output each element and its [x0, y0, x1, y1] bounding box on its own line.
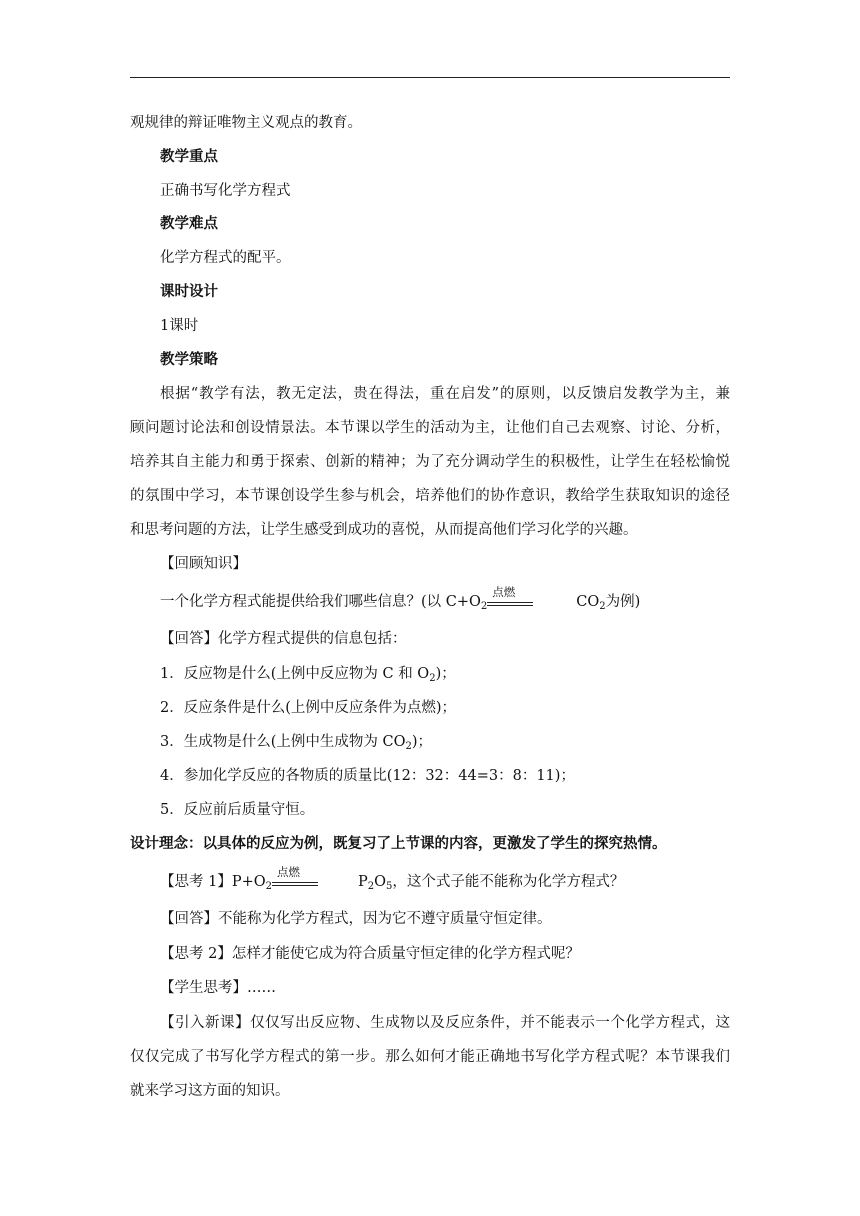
difficulty-text: 化学方程式的配平。: [160, 250, 291, 266]
new-lesson-line: 仅仅完成了书写化学方程式的第一步。那么如何才能正确地书写化学方程式呢？本节课我们: [130, 1049, 730, 1065]
subscript: 2: [480, 601, 488, 612]
formula-co2: CO: [576, 594, 600, 610]
strategy-line: 和思考问题的方法，让学生感受到成功的喜悦，从而提高他们学习化学的兴趣。: [130, 522, 638, 538]
question-1-text: 一个化学方程式能提供给我们哪些信息？(以 C+O: [160, 594, 481, 610]
new-lesson-text: 仅仅写出反应物、生成物以及反应条件，并不能表示一个化学方程式，这: [250, 1015, 731, 1031]
answer-1: [160, 629, 730, 649]
reaction-condition: [272, 865, 318, 892]
answer-label: 【回答】: [160, 631, 218, 647]
design-idea: 设计理念：以具体的反应为例，既复习了上节课的内容，更激发了学生的探究热情。: [130, 835, 667, 852]
reaction-condition: [487, 585, 533, 612]
period-heading: 课时设计: [160, 283, 218, 300]
condition-label: 点燃: [277, 865, 301, 879]
condition-label: 点燃: [492, 585, 516, 599]
new-lesson-label: 【引入新课】: [160, 1015, 251, 1031]
info-item-3: [160, 732, 730, 752]
strategy-line: 的氛围中学习，本节课创设学生参与机会，培养他们的协作意识，教给学生获取知识的途径: [130, 488, 730, 504]
info-item-text: 3．生成物是什么(上例中生成物为 CO: [160, 734, 406, 750]
info-item-tail: )；: [411, 734, 433, 750]
student-think: [160, 978, 730, 998]
question-1: [160, 585, 730, 612]
subscript: 2: [367, 881, 375, 892]
review-heading: 【回顾知识】: [160, 556, 247, 572]
student-think-text: ……: [247, 980, 276, 996]
subscript: 2: [265, 881, 273, 892]
focus-heading: 教学重点: [160, 148, 218, 165]
think-1: [160, 865, 730, 892]
think-label: 【思考 1】: [160, 874, 232, 890]
question-1-tail: 为例): [605, 594, 641, 610]
strategy-heading: 教学策略: [160, 351, 218, 368]
info-item-text: 1．反应物是什么(上例中反应物为 C 和 O: [160, 666, 430, 682]
info-item-4: 4．参加化学反应的各物质的质量比(12：32：44=3：8：11)；: [160, 768, 575, 784]
strategy-line: 顾问题讨论法和创设情景法。本节课以学生的活动为主，让他们自己去观察、讨论、分析，: [130, 420, 730, 436]
answer-text: 不能称为化学方程式，因为它不遵守质量守恒定律。: [218, 911, 552, 927]
new-lesson-line: 就来学习这方面的知识。: [130, 1083, 290, 1099]
info-item-tail: )；: [435, 666, 456, 682]
formula-o: O: [374, 874, 387, 890]
subscript: 2: [405, 741, 412, 752]
subscript: 5: [386, 881, 393, 892]
focus-text: 正确书写化学方程式: [160, 183, 291, 199]
student-think-label: 【学生思考】: [160, 980, 247, 996]
think-label: 【思考 2】: [160, 946, 232, 962]
intro-tail: 观规律的辩证唯物主义观点的教育。: [130, 115, 362, 131]
think-text: 怎样才能使它成为符合质量守恒定律的化学方程式呢？: [231, 946, 580, 962]
answer-2: [160, 909, 730, 929]
subscript: 2: [599, 601, 606, 612]
header-rule: [130, 77, 730, 78]
formula-p: P+O: [231, 874, 266, 890]
think-text: ，这个式子能不能称为化学方程式？: [392, 874, 625, 890]
strategy-line: 培养其自主能力和勇于探索、创新的精神；为了充分调动学生的积极性，让学生在轻松愉悦: [130, 454, 730, 470]
answer-text: 化学方程式提供的信息包括：: [218, 631, 407, 647]
subscript: 2: [429, 673, 436, 684]
think-2: [160, 944, 730, 964]
period-text: 1课时: [160, 318, 199, 334]
strategy-line: 根据“教学有法，教无定法，贵在得法，重在启发”的原则，以反馈启发教学为主，兼: [160, 386, 730, 402]
formula-p2o5: P: [358, 874, 368, 890]
info-item-2: 2．反应条件是什么(上例中反应条件为点燃)；: [160, 700, 457, 716]
info-item-1: [160, 664, 730, 684]
answer-label: 【回答】: [160, 911, 218, 927]
new-lesson-line: [160, 1013, 730, 1033]
difficulty-heading: 教学难点: [160, 215, 218, 232]
info-item-5: 5．反应前后质量守恒。: [160, 802, 315, 818]
